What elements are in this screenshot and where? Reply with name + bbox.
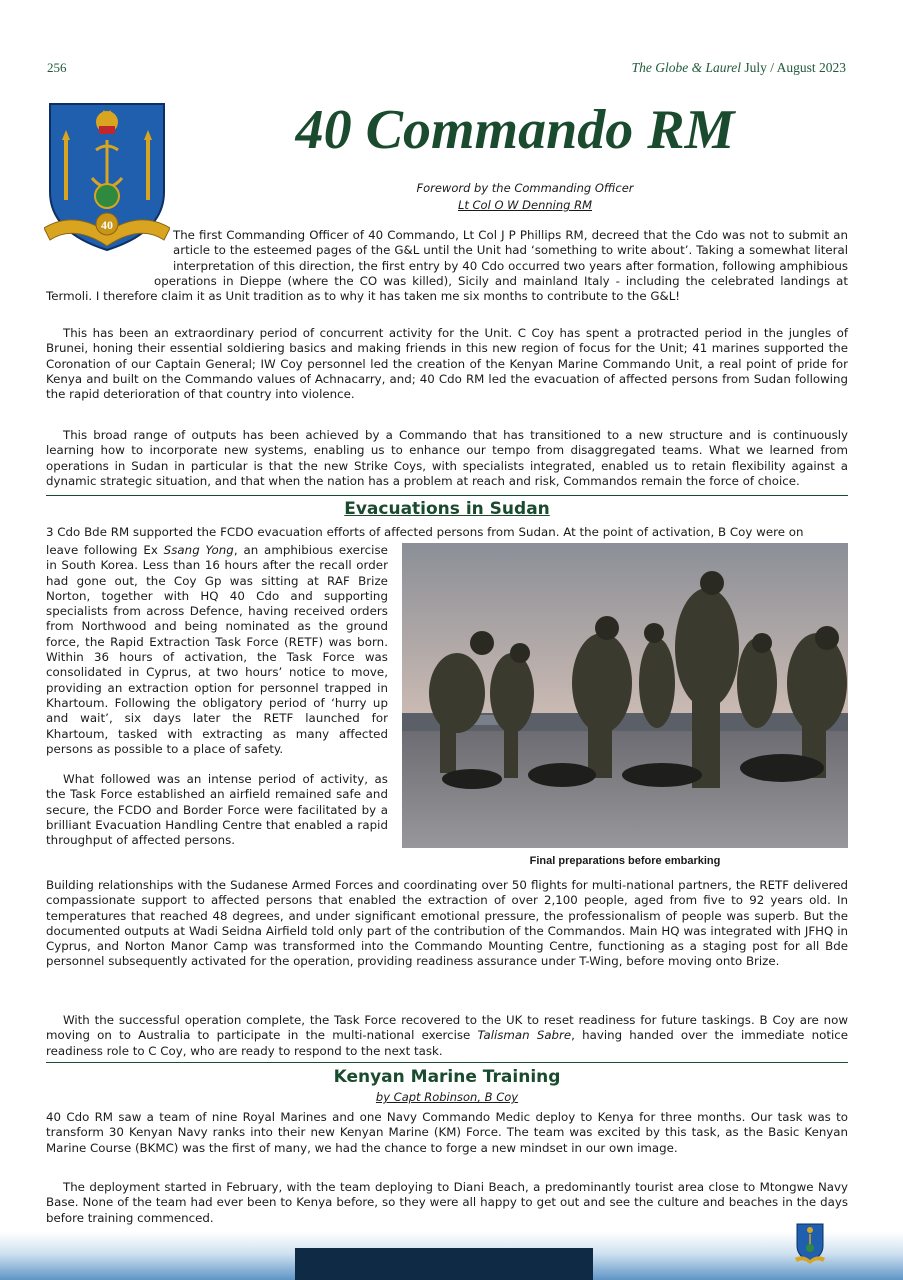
sudan-paragraph-closing: With the successful operation complete, the Task Force recovered to the UK to reset readiness for future taskings. B Coy are now moving on to Australia to participate in the multi-national exercise Talisman Sabre, having handed over the immediate notice readiness role to C Coy, who are ready to respond to the next task. bbox=[46, 1013, 848, 1058]
issue-date: July / August 2023 bbox=[744, 60, 846, 75]
page-title: 40 Commando RM bbox=[295, 99, 735, 161]
foreword-credit bbox=[290, 180, 760, 214]
photo-caption: Final preparations before embarking bbox=[529, 855, 721, 867]
intro-paragraph-3: This broad range of outputs has been achieved by a Commando that has transitioned to a new structure and is continuously learning how to incorporate new systems, enabling us to enhance our tempo from disaggregated teams. What we learned from operations in Sudan in particular is that the new Strike Coys, with specialists integrated, enabled us to retain flexibility against a dynamic strategic situation, and that when the nation has a problem at reach and risk, Commandos remain the force of choice. bbox=[46, 428, 848, 488]
running-header bbox=[632, 60, 846, 76]
section-divider bbox=[46, 495, 848, 496]
footer-dark-panel bbox=[295, 1248, 593, 1280]
foreword-author: Lt Col O W Denning RM bbox=[457, 198, 593, 212]
page-number: 256 bbox=[47, 60, 67, 75]
footer-band bbox=[0, 1232, 903, 1280]
kenya-paragraph-1: 40 Cdo RM saw a team of nine Royal Marines and one Navy Commando Medic deploy to Kenya for three months. Our task was to transform 30 Kenyan Navy ranks into their new Kenyan Marine (KM) Force. The team was excited by this task, as the Basic Kenyan Marine Course (BKMC) was the first of many, we had the chance to forge a new mindset in our own image. bbox=[46, 1110, 848, 1155]
publication-name: The Globe & Laurel bbox=[631, 60, 741, 75]
foreword-line: Foreword by the Commanding Officer bbox=[416, 181, 634, 195]
footer-crest-icon bbox=[795, 1222, 825, 1266]
intro-paragraph-1: The first Commanding Officer of 40 Commando, Lt Col J P Phillips RM, decreed that the Cdo was not to submit an article to the esteemed pages of the G&L until the Unit had ‘something to write about’. Taking a somewhat literal interpretation of this direction, the first entry by 40 Cdo occurred two years after formation, following amphibious operations in Dieppe (where the CO was killed), Sicily and mainland Italy - including the celebrated landings at Termoli. I therefore claim it as Unit tradition as to why it has taken me six months to contribute to the G&L! bbox=[46, 228, 848, 304]
sudan-paragraph-full: Building relationships with the Sudanese Armed Forces and coordinating over 50 flights for multi-national partners, the RETF delivered compassionate support to affected persons that enabled the extraction of over 2,100 people, aged from five to 92 years old. In temperatures that reached 48 degrees, and under significant emotional pressure, the professionalism of people was superb. But the documented outputs at Wadi Seidna Airfield told only part of the contribution of the Commandos. Main HQ was integrated with JFHQ in Cyprus, and Norton Manor Camp was transformed into the Commando Mounting Centre, functioning as a staging post for all Bde personnel subsequently activated for the operation, providing readiness assurance under T-Wing, before moving onto Brize. bbox=[46, 878, 848, 969]
sudan-column-paragraph-1: leave following Ex Ssang Yong, an amphibious exercise in South Korea. Less than 16 hours after the recall order had gone out, the Coy Gp was sitting at RAF Brize Norton, together with HQ 40 Cdo and supporting specialists from across Defence, having received orders from Northwood and being nominated as the ground force, the Rapid Extraction Task Force (RETF) was born. Within 36 hours of activation, the Task Force was consolidated in Cyprus, at two hours’ notice to move, providing an extraction option for personnel trapped in Khartoum. Following the obligatory period of ‘hurry up and wait’, six days later the RETF launched for Khartoum, tasked with extracting as many affected persons as possible to a place of safety. bbox=[46, 543, 388, 756]
kenya-byline: by Capt Robinson, B Coy bbox=[375, 1090, 519, 1104]
kenya-paragraph-2: The deployment started in February, with the team deploying to Diani Beach, a predominantly tourist area close to Mtongwe Navy Base. None of the team had ever been to Kenya before, so they were all happy to get out and see the culture and beaches in the days before training commenced. bbox=[46, 1180, 848, 1225]
sudan-column-paragraph-2: What followed was an intense period of activity, as the Task Force established an airfield remained safe and secure, the FCDO and Border Force were facilitated by a brilliant Evacuation Handling Centre that enabled a rapid throughput of affected persons. bbox=[46, 772, 388, 848]
section-heading-sudan: Evacuations in Sudan bbox=[344, 499, 550, 519]
intro-paragraph-2: This has been an extraordinary period of concurrent activity for the Unit. C Coy has spent a protracted period in the jungles of Brunei, honing their essential soldiering basics and making friends in this new region of focus for the Unit; 41 marines supported the Coronation of our Captain General; IW Coy personnel led the creation of the Kenyan Marine Commando Unit, a real point of pride for Kenya and built on the Commando values of Achnacarry, and; 40 Cdo RM led the evacuation of affected persons from Sudan following the rapid deterioration of that country into violence. bbox=[46, 326, 848, 402]
section-heading-kenya: Kenyan Marine Training bbox=[333, 1067, 561, 1087]
crest-number: 40 bbox=[101, 218, 113, 232]
sudan-column-text bbox=[46, 543, 388, 849]
sudan-lead: 3 Cdo Bde RM supported the FCDO evacuation efforts of affected persons from Sudan. At the point of activation, B Coy were on bbox=[46, 525, 804, 539]
section-divider bbox=[46, 1062, 848, 1063]
embarkation-photo bbox=[402, 543, 848, 848]
